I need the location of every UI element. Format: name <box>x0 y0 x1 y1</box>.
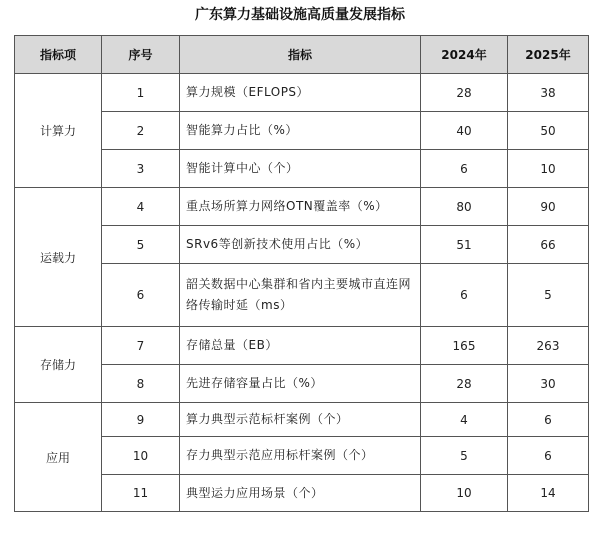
table-row <box>15 150 589 188</box>
indicator-cell: 智能算力占比（%） <box>180 112 421 150</box>
seq-cell: 9 <box>102 403 180 437</box>
header-2024: 2024年 <box>421 36 508 74</box>
value-2024-cell: 28 <box>421 74 508 112</box>
value-2024-cell: 165 <box>421 327 508 365</box>
value-2025-cell: 5 <box>508 264 589 327</box>
value-2024-cell: 6 <box>421 150 508 188</box>
table-row <box>15 365 589 403</box>
header-row <box>15 36 589 74</box>
seq-cell: 4 <box>102 188 180 226</box>
value-2025-cell: 10 <box>508 150 589 188</box>
value-2025-cell: 30 <box>508 365 589 403</box>
header-seq: 序号 <box>102 36 180 74</box>
table-row <box>15 403 589 437</box>
value-2025-cell: 6 <box>508 403 589 437</box>
value-2024-cell: 10 <box>421 475 508 512</box>
category-cell: 存储力 <box>15 327 102 403</box>
value-2025-cell: 6 <box>508 437 589 475</box>
header-2025: 2025年 <box>508 36 589 74</box>
indicator-table <box>14 35 589 512</box>
value-2024-cell: 40 <box>421 112 508 150</box>
table-row <box>15 112 589 150</box>
table-row <box>15 475 589 512</box>
indicator-cell: 算力规模（EFLOPS） <box>180 74 421 112</box>
indicator-cell: 存力典型示范应用标杆案例（个） <box>180 437 421 475</box>
table-row <box>15 437 589 475</box>
value-2024-cell: 6 <box>421 264 508 327</box>
table-row <box>15 327 589 365</box>
value-2024-cell: 80 <box>421 188 508 226</box>
indicator-cell: 存储总量（EB） <box>180 327 421 365</box>
seq-cell: 7 <box>102 327 180 365</box>
table-row <box>15 264 589 327</box>
seq-cell: 6 <box>102 264 180 327</box>
value-2025-cell: 38 <box>508 74 589 112</box>
seq-cell: 10 <box>102 437 180 475</box>
category-cell: 运载力 <box>15 188 102 327</box>
value-2024-cell: 5 <box>421 437 508 475</box>
seq-cell: 8 <box>102 365 180 403</box>
value-2025-cell: 66 <box>508 226 589 264</box>
seq-cell: 3 <box>102 150 180 188</box>
header-indicator: 指标 <box>180 36 421 74</box>
seq-cell: 11 <box>102 475 180 512</box>
header-category: 指标项 <box>15 36 102 74</box>
value-2025-cell: 50 <box>508 112 589 150</box>
indicator-cell: 重点场所算力网络OTN覆盖率（%） <box>180 188 421 226</box>
value-2025-cell: 90 <box>508 188 589 226</box>
table-row <box>15 74 589 112</box>
seq-cell: 5 <box>102 226 180 264</box>
seq-cell: 1 <box>102 74 180 112</box>
category-cell: 计算力 <box>15 74 102 188</box>
table-row <box>15 226 589 264</box>
indicator-cell: 算力典型示范标杆案例（个） <box>180 403 421 437</box>
value-2024-cell: 28 <box>421 365 508 403</box>
indicator-cell: SRv6等创新技术使用占比（%） <box>180 226 421 264</box>
seq-cell: 2 <box>102 112 180 150</box>
value-2024-cell: 51 <box>421 226 508 264</box>
category-cell: 应用 <box>15 403 102 512</box>
value-2025-cell: 14 <box>508 475 589 512</box>
table-row <box>15 188 589 226</box>
table-title: 广东算力基础设施高质量发展指标 <box>195 7 405 23</box>
indicator-cell: 智能计算中心（个） <box>180 150 421 188</box>
indicator-cell: 典型运力应用场景（个） <box>180 475 421 512</box>
indicator-cell: 先进存储容量占比（%） <box>180 365 421 403</box>
indicator-cell: 韶关数据中心集群和省内主要城市直连网络传输时延（ms） <box>180 264 421 327</box>
value-2025-cell: 263 <box>508 327 589 365</box>
value-2024-cell: 4 <box>421 403 508 437</box>
